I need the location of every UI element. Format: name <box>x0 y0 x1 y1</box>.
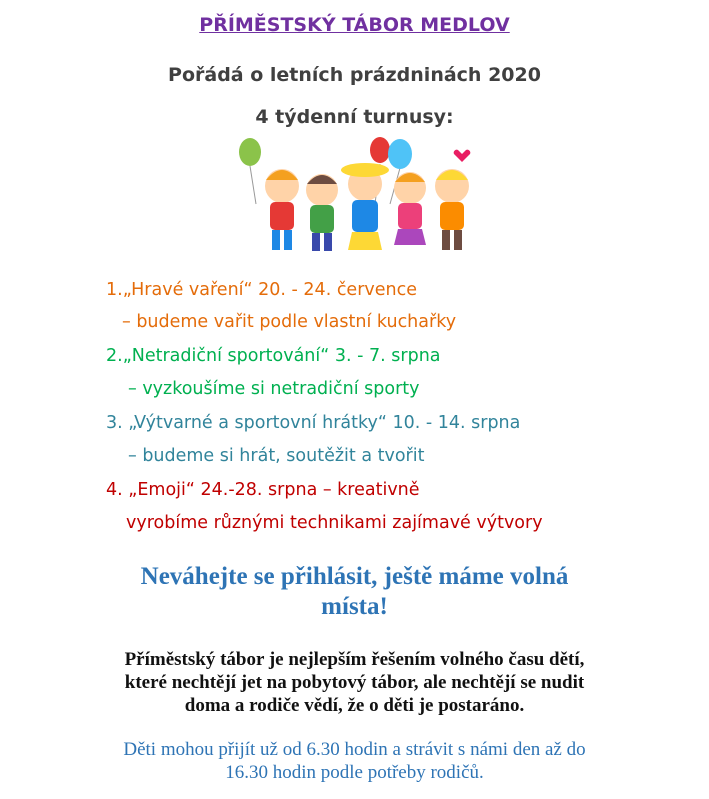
turnus-2-title <box>106 346 441 366</box>
turnusy-heading: 4 týdenní turnusy: <box>255 106 454 128</box>
child-figure <box>435 169 469 250</box>
heart-icon <box>454 150 471 162</box>
paragraph-line: Děti mohou přijít už od 6.30 hodin a strávit s námi den až do <box>123 739 586 760</box>
turnus-name: „Netradiční sportování“ 3. - 7. srpna <box>122 346 441 366</box>
turnus-4-description: vyrobíme různými technikami zajímavé výtvory <box>126 513 543 533</box>
turnus-number: 2. <box>106 346 123 366</box>
paragraph-line: které nechtějí jet na pobytový tábor, ale nechtějí se nudit <box>124 672 585 693</box>
turnus-number: 3. <box>106 413 123 433</box>
children-with-balloons-illustration <box>230 134 510 258</box>
hours-paragraph <box>60 738 649 784</box>
child-figure <box>341 163 389 250</box>
organizer-text: Pořádá o letních prázdninách 2020 <box>168 64 541 86</box>
cta-line: místa! <box>321 593 388 620</box>
turnus-3-description: – budeme si hrát, soutěžit a tvořit <box>128 446 425 466</box>
call-to-action <box>40 562 669 622</box>
child-figure <box>265 169 299 250</box>
turnus-2-description: – vyzkoušíme si netradiční sporty <box>128 379 420 399</box>
paragraph-line: doma a rodiče vědí, že o děti je postaráno. <box>184 695 525 716</box>
turnus-4-title <box>106 480 420 500</box>
turnus-name: „Hravé vaření“ 20. - 24. července <box>122 280 417 300</box>
turnus-number: 1. <box>106 280 123 300</box>
turnus-3-title <box>106 413 520 433</box>
info-paragraph <box>60 648 649 717</box>
turnus-name: „Emoji“ 24.-28. srpna – kreativně <box>128 480 420 500</box>
page-title: PŘÍMĚSTSKÝ TÁBOR MEDLOV <box>199 14 510 36</box>
child-figure <box>306 174 338 251</box>
turnus-1-description: – budeme vařit podle vlastní kuchařky <box>122 312 457 332</box>
turnus-name: „Výtvarné a sportovní hrátky“ 10. - 14. srpna <box>128 413 521 433</box>
paragraph-line: 16.30 hodin podle potřeby rodičů. <box>225 762 484 783</box>
turnus-number: 4. <box>106 480 123 500</box>
turnus-1-title <box>106 280 417 300</box>
cta-line: Neváhejte se přihlásit, ještě máme volná <box>140 563 569 590</box>
child-figure <box>394 172 426 245</box>
balloon-icon <box>239 138 261 204</box>
paragraph-line: Příměstský tábor je nejlepším řešením volného času dětí, <box>124 649 585 670</box>
